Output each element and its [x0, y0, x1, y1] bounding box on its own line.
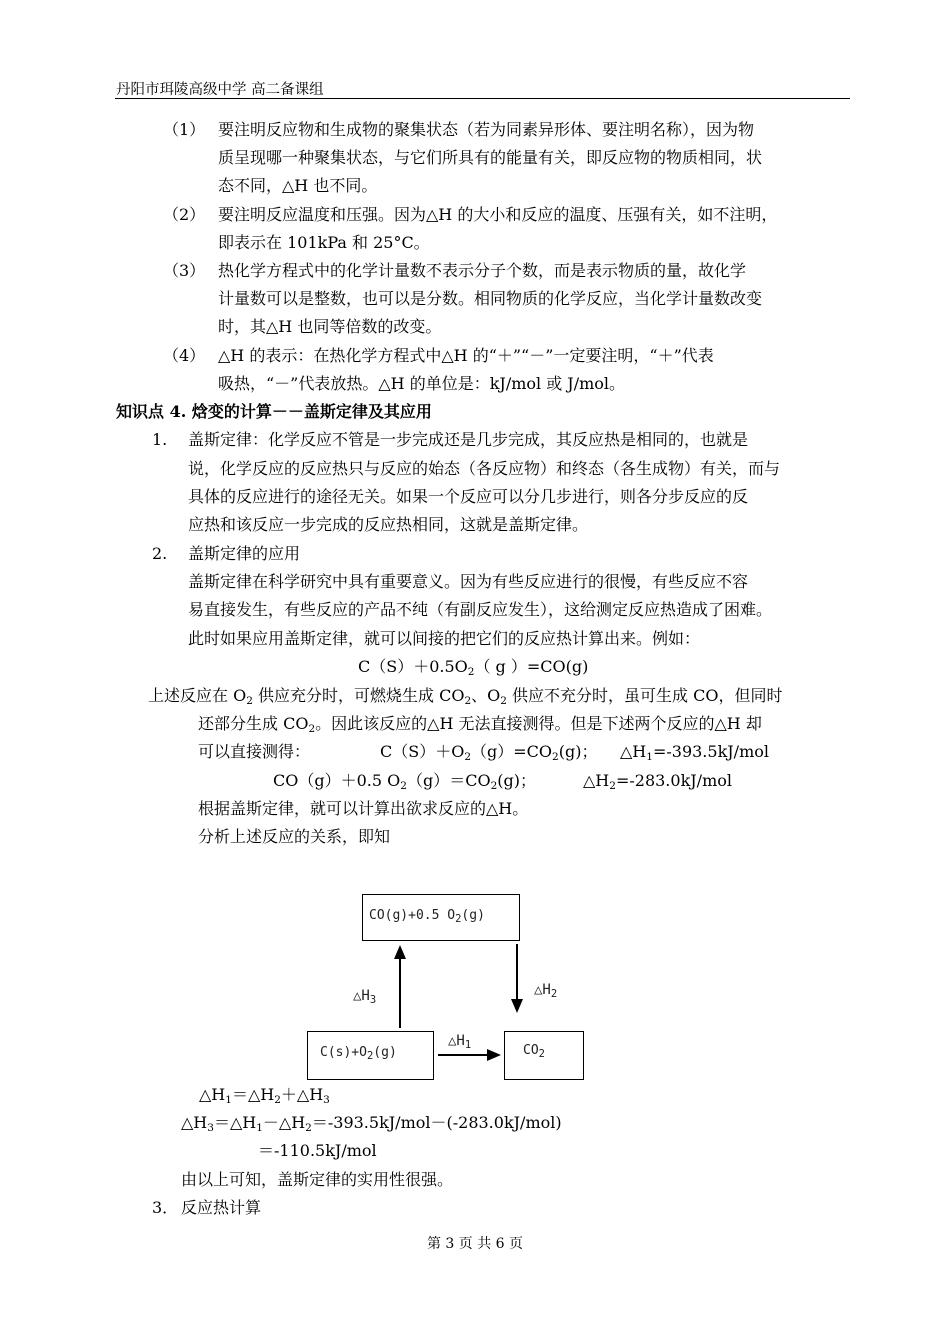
- equation-co-combustion: CO（g）＋0.5 $O_2(g)=CO_2(g)$；: [273, 771, 536, 792]
- calc-line-4: 由以上可知，盖斯定律的实用性很强。: [181, 1170, 454, 1189]
- point-1-line-3: 具体的反应进行的途径无关。如果一个反应可以分几步进行，则各分步反应的反: [188, 487, 749, 506]
- item-1-line-3: 态不同，△H 也不同。: [218, 176, 378, 195]
- calc-line-2: $\triangle H_3=\triangle H_1-\triangle H_2=-393.5kJ/mol-(-283.0kJ/mol)$: [181, 1113, 562, 1134]
- box-c-o2: $C(s)+O_2(g)$: [307, 1031, 434, 1080]
- point-1-line-2: 说，化学反应的反应热只与反应的始态（各反应物）和终态（各生成物）有关，而与: [188, 459, 781, 478]
- item-2-line-2: 即表示在 101kPa 和 25°C。: [218, 233, 430, 252]
- page-header: 丹阳市珥陵高级中学 高二备课组: [116, 82, 324, 98]
- dh2-label: $\triangle H_2$: [534, 982, 558, 1000]
- item-1-line-1: 要注明反应物和生成物的聚集状态（若为同素异形体、要注明名称），因为物: [218, 120, 755, 139]
- dh1-value: $\triangle H_1=-393.5kJ$/mol: [620, 742, 769, 763]
- item-3-num: （3）: [163, 261, 206, 280]
- item-4-line-1: △H 的表示：在热化学方程式中△H 的“＋”“－”一定要注明，“＋”代表: [218, 346, 714, 365]
- calc-line-3: ＝-110.5kJ/mol: [258, 1141, 377, 1160]
- point-1-line-1: 盖斯定律：化学反应不管是一步完成还是几步完成，其反应热是相同的，也就是: [188, 430, 749, 449]
- item-1-line-2: 质呈现哪一种聚集状态，与它们所具有的能量有关，即反应物的物质相同，状: [218, 148, 763, 167]
- item-3-line-3: 时，其△H 也同等倍数的改变。: [218, 317, 442, 336]
- para-line-2: 还部分生成 $CO_2$。因此该反应的△H 无法直接测得。但是下述两个反应的△H 却: [198, 714, 762, 735]
- dh2-value: $\triangle H_2=-283.0kJ$/mol: [583, 771, 732, 792]
- item-3-line-2: 计量数可以是整数，也可以是分数。相同物质的化学反应，当化学计量数改变: [218, 289, 763, 308]
- point-2-line-3: 此时如果应用盖斯定律，就可以间接的把它们的反应热计算出来。例如：: [188, 629, 701, 648]
- point-3-title: 反应热计算: [181, 1198, 262, 1217]
- point-2-line-2: 易直接发生，有些反应的产品不纯（有副反应发生），这给测定反应热造成了困难。: [188, 600, 773, 619]
- section-title: 知识点 4. 焓变的计算－－盖斯定律及其应用: [116, 402, 432, 421]
- box-co2: $CO_2$: [504, 1031, 584, 1080]
- para-line-3-label: 可以直接测得：: [198, 742, 311, 761]
- equation-c-combustion: $C(S)+O_2(g)=CO_2(g)$；: [380, 742, 598, 763]
- item-2-num: （2）: [163, 205, 206, 224]
- para-line-1: 上述反应在 $O_2$ 供应充分时，可燃烧生成 $CO_2$、$O_2$ 供应不充分时，虽可生成 CO，但同时: [148, 686, 783, 707]
- para-line-5: 根据盖斯定律，就可以计算出欲求反应的△H。: [198, 799, 529, 818]
- point-1-line-4: 应热和该反应一步完成的反应热相同，这就是盖斯定律。: [188, 515, 589, 534]
- item-3-line-1: 热化学方程式中的化学计量数不表示分子个数，而是表示物质的量，故化学: [218, 261, 747, 280]
- para-line-6: 分析上述反应的关系，即知: [198, 827, 391, 846]
- point-2-num: 2.: [152, 544, 168, 563]
- item-4-num: （4）: [163, 346, 206, 365]
- point-3-num: 3．: [152, 1198, 179, 1217]
- point-2-title: 盖斯定律的应用: [188, 544, 301, 563]
- item-1-num: （1）: [163, 120, 206, 139]
- dh3-label: $\triangle H_3$: [353, 988, 377, 1006]
- point-1-num: 1.: [152, 430, 168, 449]
- equation-main: $C(S)+0.5O_2$（ g ）=CO(g): [358, 657, 589, 678]
- page-footer: 第 3 页 共 6 页: [426, 1236, 524, 1252]
- dh1-label: $\triangle H_1$: [448, 1033, 472, 1051]
- item-4-line-2: 吸热，“－”代表放热。△H 的单位是：kJ/mol 或 J/mol。: [218, 374, 626, 393]
- box-co-o2: CO(g)+0.5 $O_2(g)$: [362, 894, 520, 941]
- item-2-line-1: 要注明反应温度和压强。因为△H 的大小和反应的温度、压强有关，如不注明，: [218, 205, 778, 224]
- point-2-line-1: 盖斯定律在科学研究中具有重要意义。因为有些反应进行的很慢，有些反应不容: [188, 572, 749, 591]
- calc-line-1: $\triangle H_1=\triangle H_2+\triangle H_3$: [199, 1085, 330, 1106]
